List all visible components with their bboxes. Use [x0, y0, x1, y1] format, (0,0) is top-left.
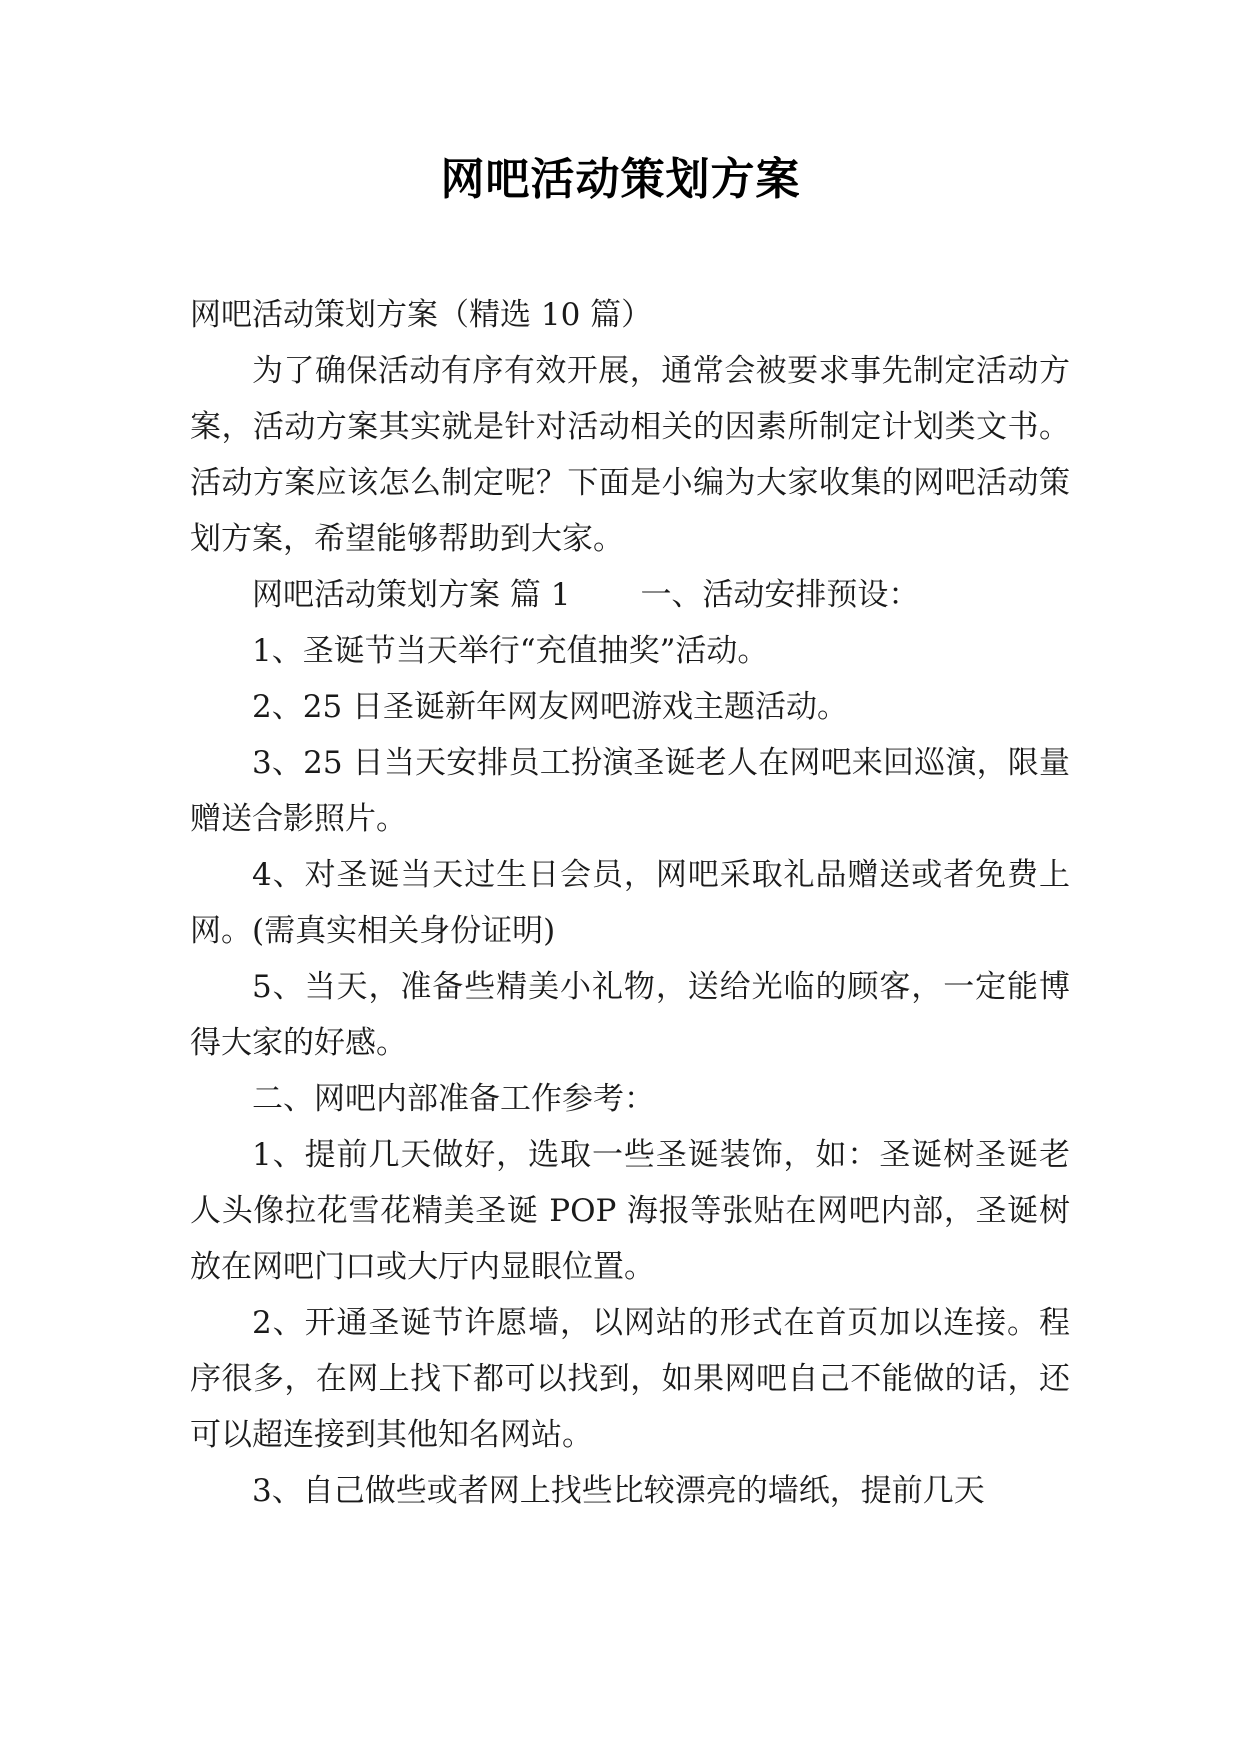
list-item: 1、圣诞节当天举行“充值抽奖”活动。: [252, 633, 769, 669]
section2-heading: 二、网吧内部准备工作参考：: [252, 1081, 655, 1117]
paragraph-part1-heading-line: [190, 567, 1070, 623]
list-item: 1、提前几天做好，选取一些圣诞装饰，如：圣诞树圣诞老人头像拉花雪花精美圣诞 POP 海报等张贴在网吧内部，圣诞树放在网吧门口或大厅内显眼位置。: [190, 1137, 1070, 1285]
list-item: 2、25 日圣诞新年网友网吧游戏主题活动。: [252, 689, 849, 725]
list-item: 3、自己做些或者网上找些比较漂亮的墙纸，提前几天: [252, 1473, 985, 1509]
document-subtitle: 网吧活动策划方案（精选 10 篇）: [190, 297, 653, 333]
list-item: 4、对圣诞当天过生日会员，网吧采取礼品赠送或者免费上网。(需真实相关身份证明): [190, 857, 1070, 949]
paragraph-intro: 为了确保活动有序有效开展，通常会被要求事先制定活动方案，活动方案其实就是针对活动相关的因素所制定计划类文书。活动方案应该怎么制定呢？下面是小编为大家收集的网吧活动策划方案，希望能够帮助到大家。: [190, 353, 1070, 557]
document-body: [190, 287, 1070, 1519]
list-item: 2、开通圣诞节许愿墙，以网站的形式在首页加以连接。程序很多，在网上找下都可以找到，如果网吧自己不能做的话，还可以超连接到其他知名网站。: [190, 1305, 1070, 1453]
list-item: 5、当天，准备些精美小礼物，送给光临的顾客，一定能博得大家的好感。: [190, 969, 1070, 1061]
list-item: 3、25 日当天安排员工扮演圣诞老人在网吧来回巡演，限量赠送合影照片。: [190, 745, 1070, 837]
document-title: 网吧活动策划方案: [440, 154, 801, 205]
section1-heading: 一、活动安排预设：: [640, 577, 920, 613]
part1-heading: 网吧活动策划方案 篇 1: [252, 577, 571, 613]
